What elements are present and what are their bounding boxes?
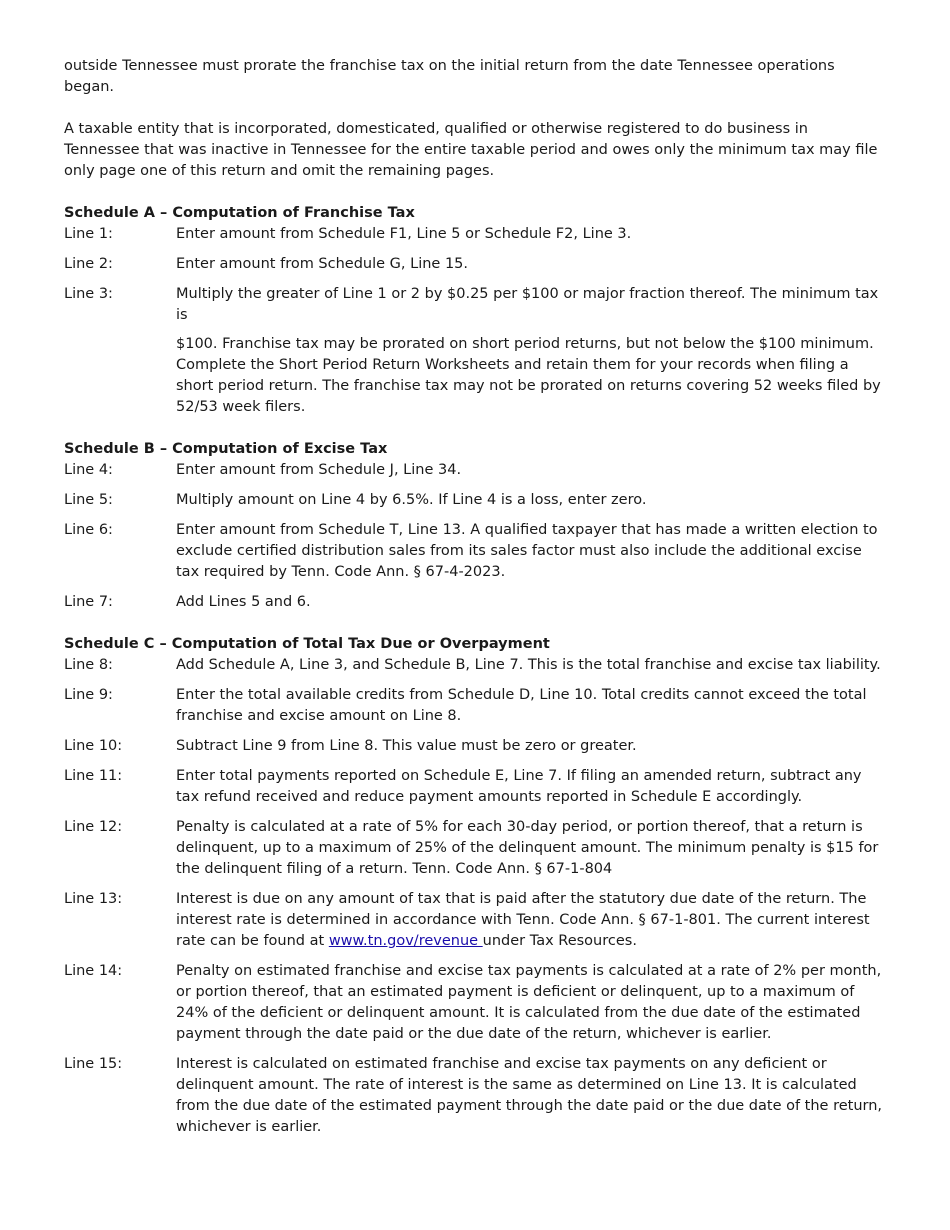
line-text: Enter total payments reported on Schedule E, Line 7. If filing an amended return, subtract any tax refund received and reduce payment amounts reported in Schedule E accordingly. xyxy=(176,768,862,805)
instructions-page xyxy=(64,56,884,1159)
line-text: Multiply amount on Line 4 by 6.5%. If Line 4 is a loss, enter zero. xyxy=(176,492,647,508)
line-13-row xyxy=(64,889,884,952)
line-label: Line 13: xyxy=(64,891,123,907)
line-label: Line 12: xyxy=(64,819,123,835)
line-label: Line 3: xyxy=(64,286,113,302)
schedule-b-title: Schedule B – Computation of Excise Tax xyxy=(64,441,388,457)
schedule-c-section xyxy=(64,634,884,1138)
line-label: Line 15: xyxy=(64,1056,123,1072)
line-text: Subtract Line 9 from Line 8. This value must be zero or greater. xyxy=(176,738,637,754)
line-12-row xyxy=(64,817,884,880)
line-text: Interest is calculated on estimated franchise and excise tax payments on any deficient or delinquent amount. The rate of interest is the same as determined on Line 13. It is calculated from the due date of the estimated payment through the date paid or the due date of the return, whichever is earlier. xyxy=(176,1056,883,1135)
intro-paragraph-2: A taxable entity that is incorporated, domesticated, qualified or otherwise registered to do business in Tennessee that was inactive in Tennessee for the entire taxable period and owes only the minimum tax may file only page one of this return and omit the remaining pages. xyxy=(64,121,878,179)
schedule-a-title: Schedule A – Computation of Franchise Tax xyxy=(64,205,415,221)
line-14-row xyxy=(64,961,884,1045)
line-label: Line 1: xyxy=(64,226,113,242)
line-3-continuation: $100. Franchise tax may be prorated on short period returns, but not below the $100 minimum. Complete the Short Period Return Worksheets and retain them for your records when filing a short period return. The franchise tax may not be prorated on returns covering 52 weeks filed by 52/53 week filers. xyxy=(176,336,881,415)
line-15-row xyxy=(64,1054,884,1138)
line-label: Line 10: xyxy=(64,738,123,754)
line-label: Line 4: xyxy=(64,462,113,478)
line-label: Line 2: xyxy=(64,256,113,272)
line-label: Line 5: xyxy=(64,492,113,508)
line-label: Line 6: xyxy=(64,522,113,538)
line-label: Line 14: xyxy=(64,963,123,979)
line-text: Multiply the greater of Line 1 or 2 by $0.25 per $100 or major fraction thereof. The minimum tax is xyxy=(176,286,879,323)
line-text: Enter amount from Schedule T, Line 13. A qualified taxpayer that has made a written election to exclude certified distribution sales from its sales factor must also include the additional excise tax required by Tenn. Code Ann. § 67-4-2023. xyxy=(176,522,878,580)
line-text: Enter amount from Schedule J, Line 34. xyxy=(176,462,462,478)
line-3-row xyxy=(64,284,884,326)
line-text: Penalty is calculated at a rate of 5% for each 30-day period, or portion thereof, that a return is delinquent, up to a maximum of 25% of the delinquent amount. The minimum penalty is $15 for the delinquent filing of a return. Tenn. Code Ann. § 67-1-804 xyxy=(176,819,879,877)
line-1-row xyxy=(64,224,884,245)
line-7-row xyxy=(64,592,884,613)
line-4-row xyxy=(64,460,884,481)
line-text xyxy=(176,889,884,952)
schedule-b-section xyxy=(64,439,884,613)
line-5-row xyxy=(64,490,884,511)
line-2-row xyxy=(64,254,884,275)
line-text: Enter amount from Schedule F1, Line 5 or Schedule F2, Line 3. xyxy=(176,226,632,242)
line-label: Line 7: xyxy=(64,594,113,610)
schedule-c-title: Schedule C – Computation of Total Tax Due or Overpayment xyxy=(64,636,550,652)
line-text: Enter amount from Schedule G, Line 15. xyxy=(176,256,469,272)
line-label: Line 9: xyxy=(64,687,113,703)
schedule-a-section xyxy=(64,203,884,418)
line-text: Enter the total available credits from Schedule D, Line 10. Total credits cannot exceed the total franchise and excise amount on Line 8. xyxy=(176,687,867,724)
line-text-before-link: Interest is due on any amount of tax that is paid after the statutory due date of the return. The interest rate is determined in accordance with Tenn. Code Ann. § 67-1-801. The current interest rate can be found at xyxy=(176,891,870,949)
line-9-row xyxy=(64,685,884,727)
line-8-row xyxy=(64,655,884,676)
line-text-after-link: under Tax Resources. xyxy=(482,933,637,949)
line-11-row xyxy=(64,766,884,808)
line-6-row xyxy=(64,520,884,583)
line-label: Line 11: xyxy=(64,768,123,784)
line-text: Add Lines 5 and 6. xyxy=(176,594,311,610)
revenue-website-link[interactable]: www.tn.gov/revenue xyxy=(328,933,483,949)
line-text: Add Schedule A, Line 3, and Schedule B, Line 7. This is the total franchise and excise tax liability. xyxy=(176,657,881,673)
line-10-row xyxy=(64,736,884,757)
line-text: Penalty on estimated franchise and excise tax payments is calculated at a rate of 2% per month, or portion thereof, that an estimated payment is deficient or delinquent, up to a maximum of 24% of the deficient or delinquent amount. It is calculated from the due date of the estimated payment through the date paid or the due date of the return, whichever is earlier. xyxy=(176,963,882,1042)
line-label: Line 8: xyxy=(64,657,113,673)
intro-paragraph-1: outside Tennessee must prorate the franchise tax on the initial return from the date Tennessee operations began. xyxy=(64,58,835,95)
